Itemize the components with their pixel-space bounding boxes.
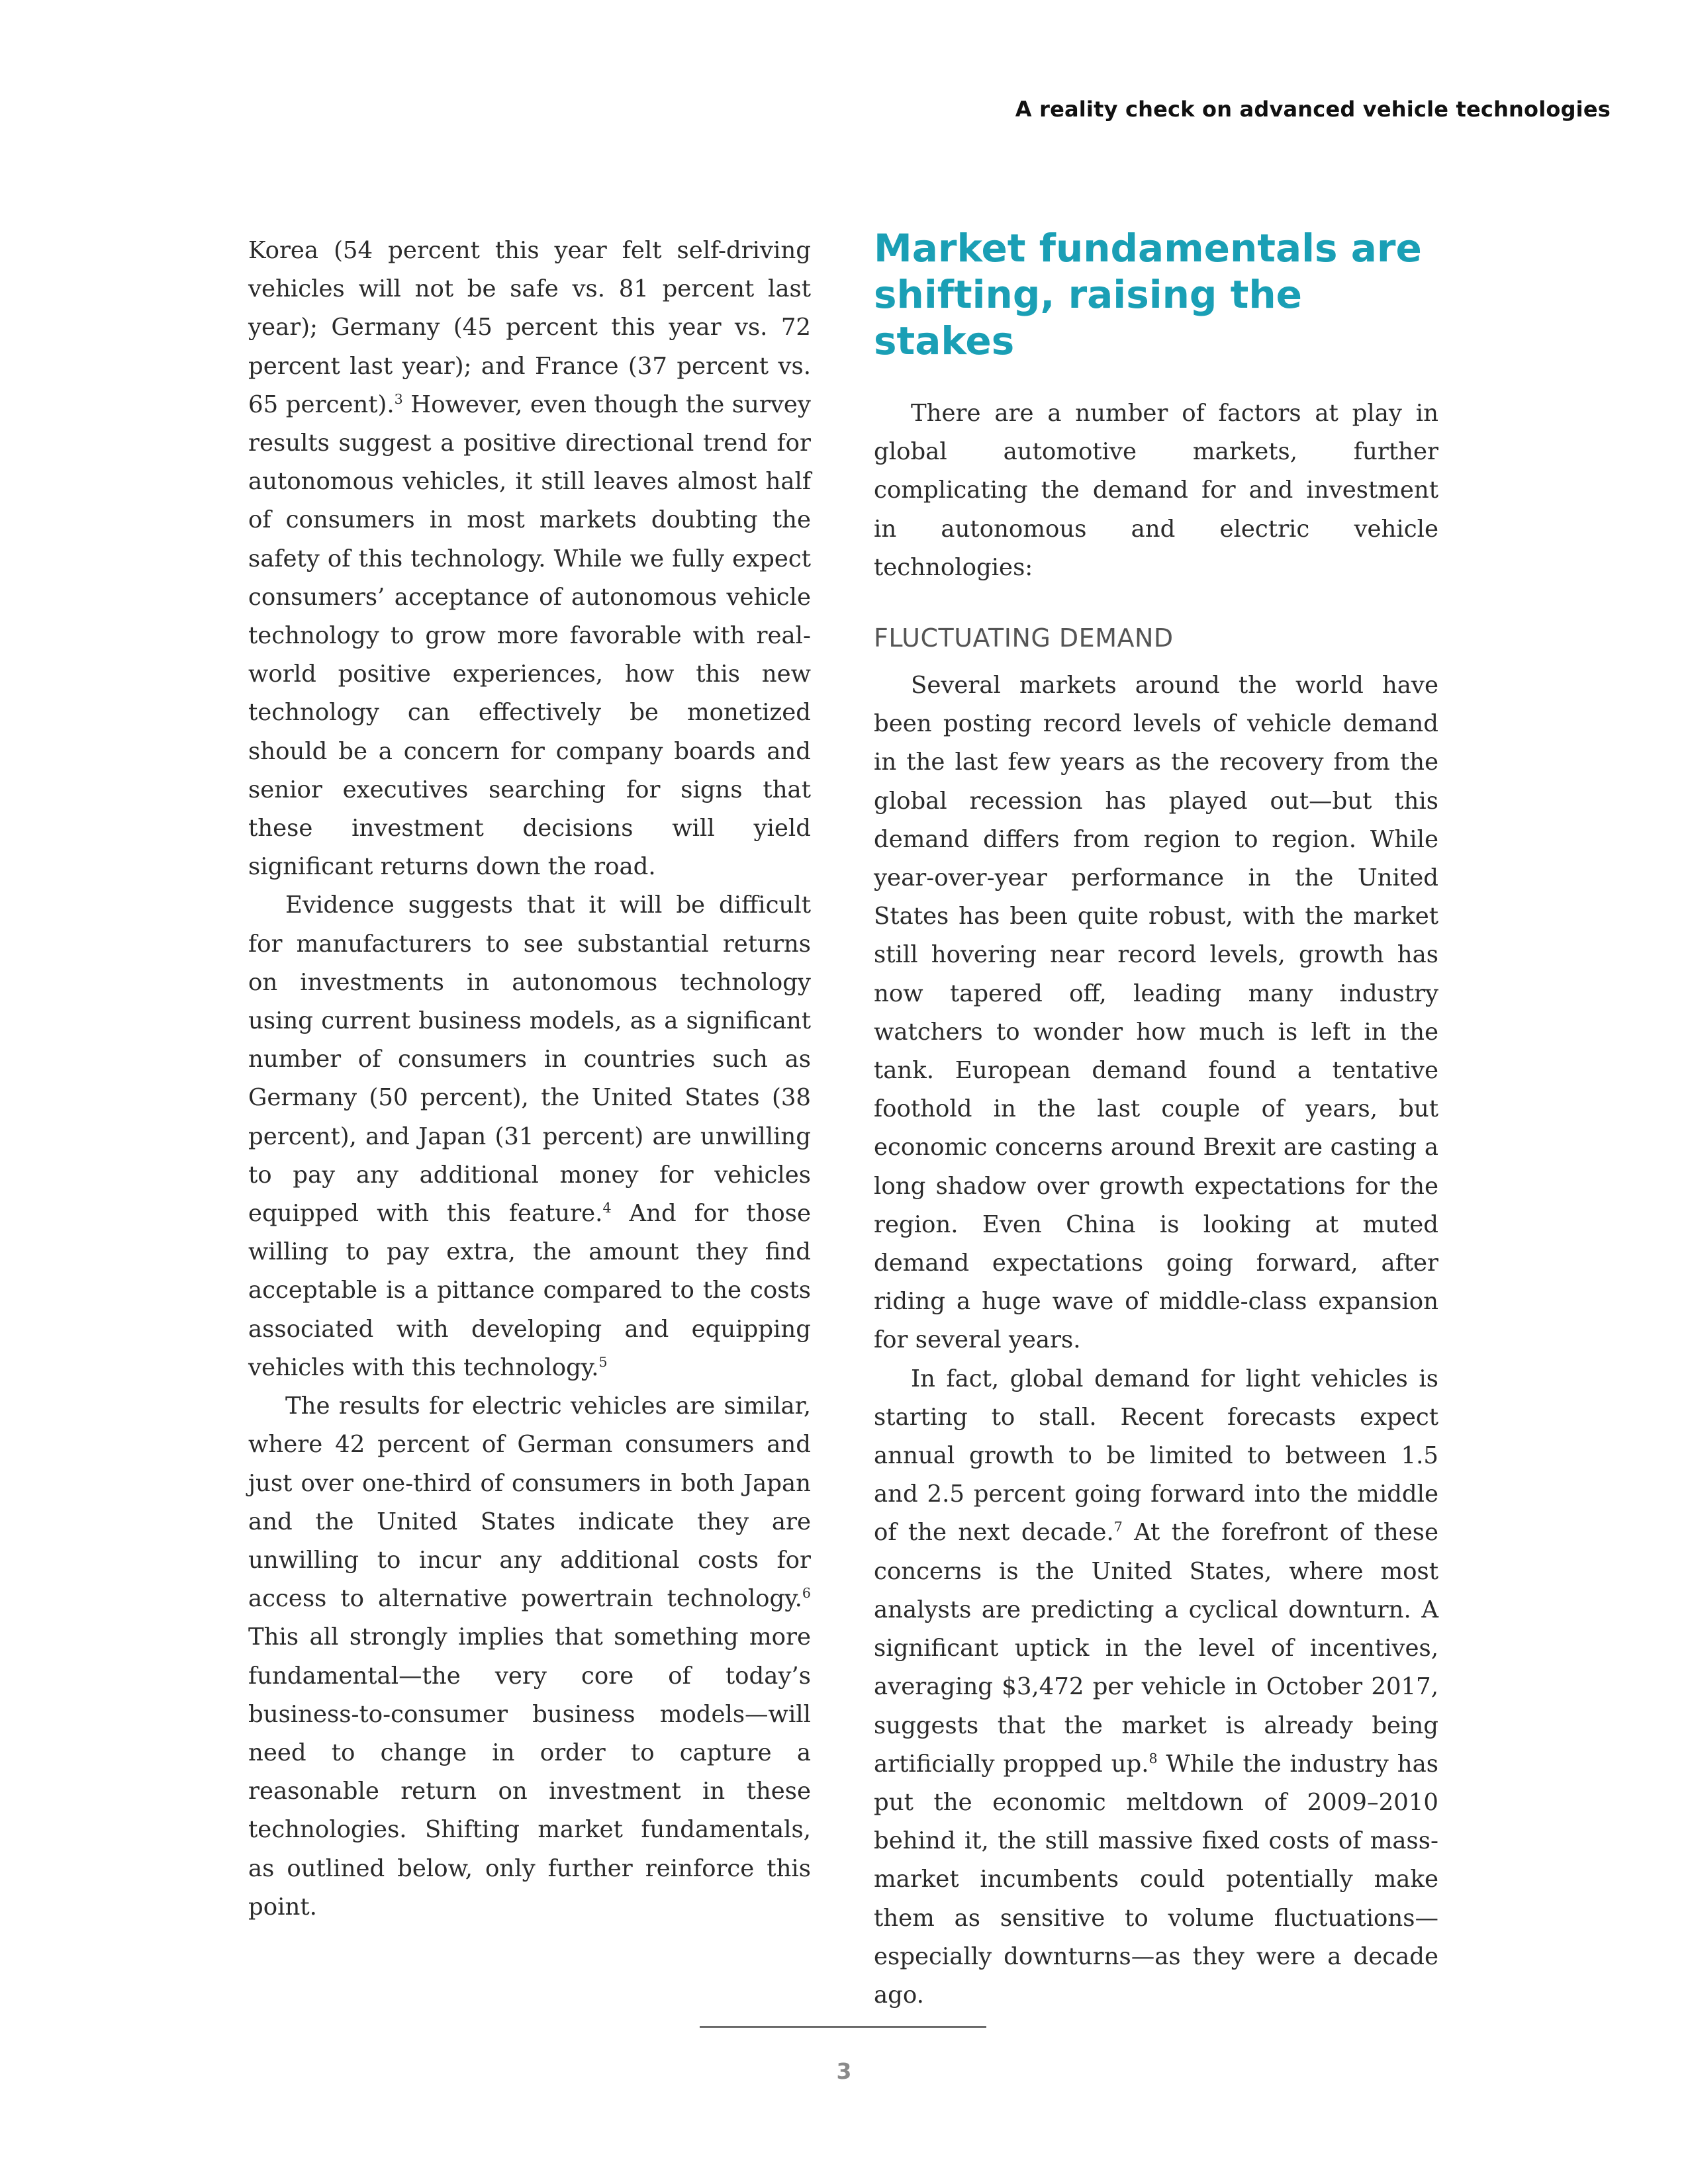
footnote-ref[interactable]: 7	[1113, 1519, 1123, 1535]
page-number: 3	[836, 2058, 852, 2084]
intro-paragraph: There are a number of factors at play in global automotive markets, further complicating the demand for and investment in autonomous and electric vehicle technologies:	[874, 400, 1438, 581]
body-paragraph: Korea (54 percent this year felt self-driving vehicles will not be safe vs. 81 percent last year); Germany (45 percent this year vs. 72 percent last year); and France (37 percent vs. 65 percent).$^3$ However, even though the survey results suggest a positive directional trend for autonomous vehicles, it still leaves almost half of consumers in most markets doubting the safety of this technology. While we fully expect consumers’ acceptance of autonomous vehicle technology to grow more favorable with real-world positive experiences, how this new technology can effectively be monetized should be a concern for company boards and senior executives searching for signs that these investment decisions will yield significant returns down the road.	[248, 237, 811, 881]
body-paragraph: In fact, global demand for light vehicles is starting to stall. Recent forecasts expect annual growth to be limited to between 1.5 and 2.5 percent going forward into the middle of the next decade.$^7$ At the forefront of these concerns is the United States, where most analysts are predicting a cyclical downturn. A significant uptick in the level of incentives, averaging $3,472 per vehicle in October 2017, suggests that the market is already being artificially propped up.$^8$ While the industry has put the economic meltdown of 2009–2010 behind it, the still massive fixed costs of mass-market incumbents could potentially make them as sensitive to volume fluctuations—especially downturns—as they were a decade ago.	[874, 1365, 1438, 2009]
left-column	[248, 232, 811, 1927]
section-heading: Market fundamentals are shifting, raising the stakes	[874, 226, 1422, 363]
footnote-ref[interactable]: 8	[1149, 1750, 1158, 1766]
right-column	[874, 226, 1438, 2015]
footnote-ref[interactable]: 5	[598, 1354, 608, 1371]
body-paragraph: Evidence suggests that it will be difficult for manufacturers to see substantial returns on investments in autonomous technology using current business models, as a significant number of consumers in countries such as Germany (50 percent), the United States (38 percent), and Japan (31 percent) are unwilling to pay any additional money for vehicles equipped with this feature.$^4$ And for those willing to pay extra, the amount they find acceptable is a pittance compared to the costs associated with developing and equipping vehicles with this technology.$^5$	[248, 891, 811, 1381]
body-paragraph: Several markets around the world have been posting record levels of vehicle demand in the last few years as the recovery from the global recession has played out—but this demand differs from region to region. While year-over-year performance in the United States has been quite robust, with the market still hovering near record levels, growth has now tapered off, leading many industry watchers to wonder how much is left in the tank. European demand found a tentative foothold in the last couple of years, but economic concerns around Brexit are casting a long shadow over growth expectations for the region. Even China is looking at muted demand expectations going forward, after riding a huge wave of middle-class expansion for several years.	[874, 672, 1438, 1354]
footer-divider	[700, 2026, 986, 2028]
footnote-ref[interactable]: 6	[802, 1585, 811, 1602]
footnote-ref[interactable]: 3	[394, 391, 403, 408]
body-paragraph: The results for electric vehicles are similar, where 42 percent of German consumers and just over one-third of consumers in both Japan and the United States indicate they are unwilling to incur any additional costs for access to alternative powertrain technology.$^6$ This all strongly implies that something more fundamental—the very core of today’s business-to-consumer business models—will need to change in order to capture a reasonable return on investment in these technologies. Shifting market fundamentals, as outlined below, only further reinforce this point.	[248, 1392, 811, 1921]
footnote-ref[interactable]: 4	[602, 1200, 612, 1216]
running-header-title: A reality check on advanced vehicle technologies	[1015, 97, 1611, 122]
subsection-heading: FLUCTUATING DEMAND	[874, 623, 1174, 653]
